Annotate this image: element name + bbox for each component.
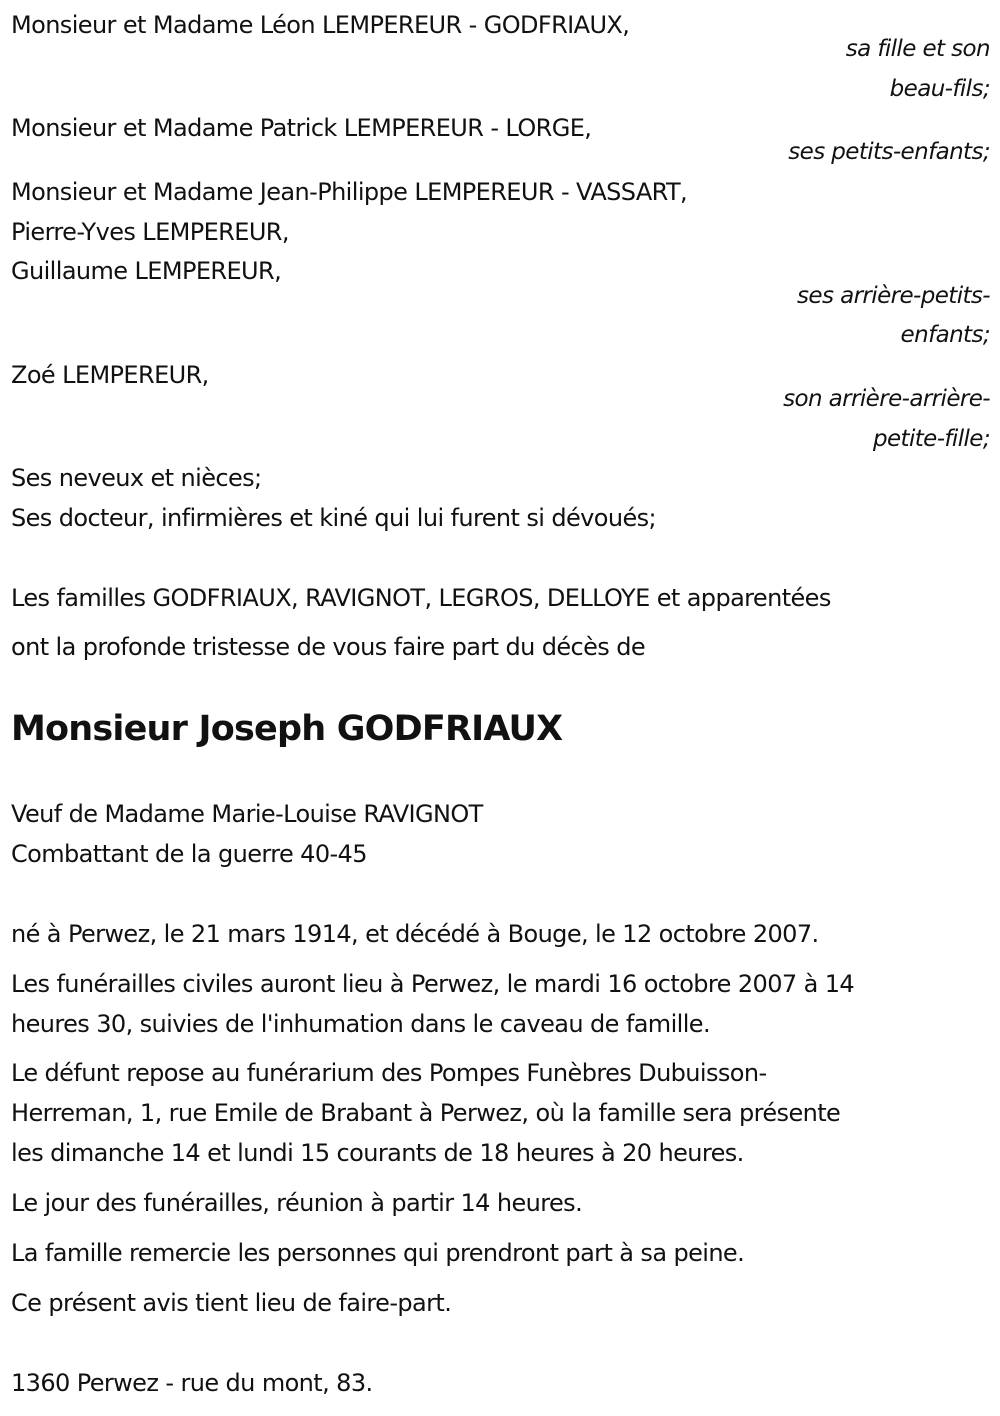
families-line: Les familles GODFRIAUX, RAVIGNOT, LEGROS, DELLOYE et apparentées [11, 584, 831, 612]
viewing-info-line3: les dimanche 14 et lundi 15 courants de 18 heures à 20 heures. [11, 1139, 744, 1167]
family-member-jean-philippe: Monsieur et Madame Jean-Philippe LEMPEREUR - VASSART, [11, 178, 688, 206]
funeral-info-line2: heures 30, suivies de l'inhumation dans le caveau de famille. [11, 1010, 710, 1038]
family-member-patrick: Monsieur et Madame Patrick LEMPEREUR - LORGE, [11, 114, 592, 142]
address: 1360 Perwez - rue du mont, 83. [11, 1369, 373, 1397]
relation-daughter-line2: beau-fils; [889, 76, 990, 102]
relation-great-grandchildren-line1: ses arrière-petits- [797, 283, 990, 309]
relation-daughter-line1: sa fille et son [845, 36, 990, 62]
relation-great-great-granddaughter-line1: son arrière-arrière- [783, 386, 990, 412]
family-member-guillaume: Guillaume LEMPEREUR, [11, 257, 282, 285]
family-member-pierre-yves: Pierre-Yves LEMPEREUR, [11, 218, 289, 246]
viewing-info-line2: Herreman, 1, rue Emile de Brabant à Perwez, où la famille sera présente [11, 1099, 841, 1127]
announcement-text: ont la profonde tristesse de vous faire part du décès de [11, 633, 646, 661]
viewing-info-line1: Le défunt repose au funérarium des Pompes Funèbres Dubuisson- [11, 1059, 767, 1087]
relation-great-grandchildren-line2: enfants; [900, 322, 990, 348]
nephews-nieces: Ses neveux et nièces; [11, 464, 262, 492]
widower-of: Veuf de Madame Marie-Louise RAVIGNOT [11, 800, 483, 828]
family-member-zoe: Zoé LEMPEREUR, [11, 361, 209, 389]
funeral-info-line1: Les funérailles civiles auront lieu à Perwez, le mardi 16 octobre 2007 à 14 [11, 970, 855, 998]
veteran-status: Combattant de la guerre 40-45 [11, 840, 367, 868]
medical-staff: Ses docteur, infirmières et kiné qui lui furent si dévoués; [11, 504, 657, 532]
family-member-leon: Monsieur et Madame Léon LEMPEREUR - GODFRIAUX, [11, 11, 630, 39]
meeting-info: Le jour des funérailles, réunion à partir 14 heures. [11, 1189, 583, 1217]
deceased-name: Monsieur Joseph GODFRIAUX [11, 709, 563, 749]
birth-death-info: né à Perwez, le 21 mars 1914, et décédé à Bouge, le 12 octobre 2007. [11, 920, 819, 948]
relation-grandchildren: ses petits-enfants; [788, 139, 990, 165]
thanks-text: La famille remercie les personnes qui prendront part à sa peine. [11, 1239, 745, 1267]
notice-text: Ce présent avis tient lieu de faire-part. [11, 1289, 452, 1317]
relation-great-great-granddaughter-line2: petite-fille; [873, 426, 990, 452]
